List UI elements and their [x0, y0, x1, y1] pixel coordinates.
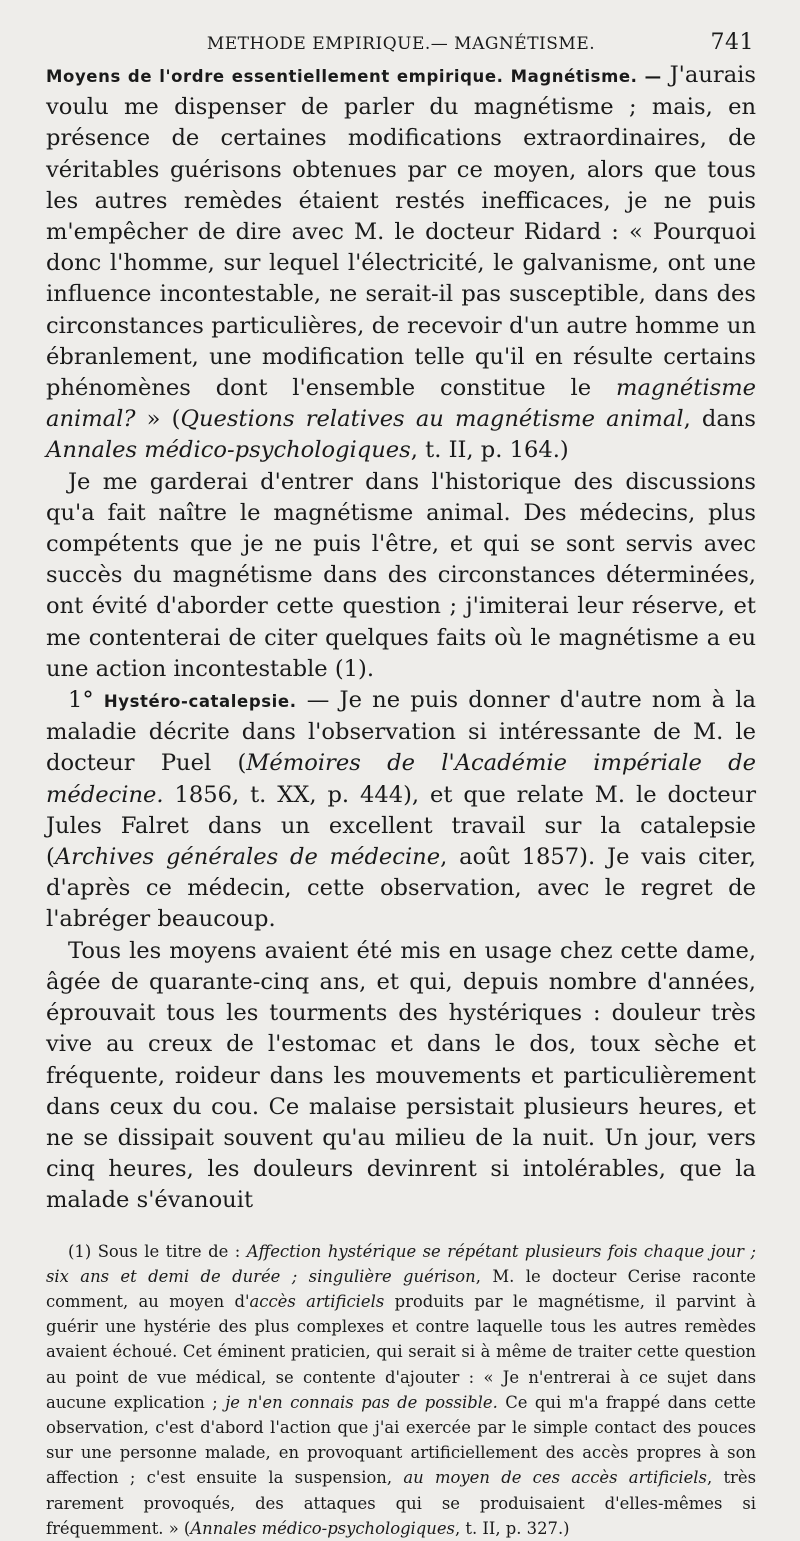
paragraph-historique [46, 467, 756, 685]
footnote-text: Ce qui m'a frappé dans cette observation, c'est d'abord l'action que j'ai exercée par le simple contact des pouces sur une personne malade, en provoquant artificiellement des accès propres à son affection ; c'est ensuite la suspension, [46, 1392, 756, 1488]
paragraph-text: — Je ne puis donner d'autre nom à la maladie décrite dans l'observation si intéressante de M. le docteur Puel ( [46, 687, 756, 777]
italic-phrase: au moyen de ces accès artificiels [403, 1468, 707, 1488]
paragraph-text: 1856, t. XX, p. 444), et que relate M. le docteur Jules Falret dans un excellent travail sur la catalepsie ( [46, 781, 756, 871]
footnote [46, 1239, 756, 1541]
italic-citation: Mémoires de l'Académie impériale de médecine. [46, 750, 756, 808]
paragraph-hystero-catalepsie [46, 685, 756, 936]
paragraph-text: Je me garderai d'entrer dans l'historique des discussions qu'a fait naître le magnétisme animal. Des médecins, plus compétents que je ne puis l'être, et qui se sont servis avec succès du magnétisme dans des circonstances déterminées, ont évité d'aborder cette question ; j'imiterai leur réserve, et me contenterai de citer quelques faits où le magnétisme a eu une action incontestable (1). [46, 468, 756, 682]
running-title: METHODE EMPIRIQUE.— MAGNÉTISME. [206, 34, 596, 54]
paragraph-magnetisme [46, 60, 756, 467]
paragraph-text: , dans [683, 406, 756, 433]
running-head [46, 28, 756, 60]
main-text [46, 60, 756, 1217]
footnote-1 [46, 1239, 756, 1541]
footnote-text: Sous le titre de : [91, 1241, 247, 1261]
footnote-text: , très rarement provoqués, des attaques qui se produisaient d'elles-mêmes si fréquemment. » ( [46, 1468, 756, 1538]
paragraph-text: Tous les moyens avaient été mis en usage chez cette dame, âgée de quarante-cinq ans, et qui, depuis nombre d'années, éprouvait tous les tourments des hystériques : douleur très vive au creux de l'estomac et dans le dos, toux sèche et fréquente, roideur dans les mouvements et particulièrement dans ceux du cou. Ce malaise persistait plusieurs heures, et ne se dissipait souvent qu'au milieu de la nuit. Un jour, vers cinq heures, les douleurs devinrent si intolérables, que la malade s'évanouit [46, 937, 756, 1214]
italic-phrase: je n'en connais pas de possible. [225, 1392, 498, 1412]
section-number: 1° [68, 687, 94, 714]
page-number: 741 [710, 30, 754, 55]
paragraph-text: » ( [135, 406, 181, 433]
section-heading-hystero-catalepsie: Hystéro-catalepsie. [103, 692, 297, 712]
footnote-text: , M. le docteur Cerise raconte comment, au moyen d' [46, 1266, 756, 1311]
section-heading-magnetisme: Moyens de l'ordre essentiellement empirique. Magnétisme. — [46, 67, 662, 86]
paragraph-observation [46, 936, 756, 1217]
paragraph-text: J'aurais voulu me dispenser de parler du magnétisme ; mais, en présence de certaines modifications extraordinaires, de véritables guérisons obtenues par ce moyen, alors que tous les autres remèdes étaient restés inefficaces, je ne puis m'empêcher de dire avec M. le docteur Ridard : « Pourquoi donc l'homme, sur lequel l'électricité, le galvanisme, ont une influence incontestable, ne serait-il pas susceptible, dans des circonstances particulières, de recevoir d'un autre homme un ébranlement, une modification telle qu'il en résulte certains phénomènes dont l'ensemble constitue le [46, 62, 756, 402]
italic-citation: Archives générales de médecine [54, 844, 441, 871]
italic-citation: Annales médico-psychologiques [190, 1518, 455, 1538]
italic-phrase: accès artificiels [249, 1291, 385, 1311]
italic-phrase: magnétisme animal? [46, 375, 756, 433]
footnote-marker: (1) [68, 1241, 92, 1261]
paragraph-text: , t. II, p. 164.) [410, 437, 569, 464]
italic-citation: Questions relatives au magnétisme animal [180, 406, 684, 433]
paragraph-text: , août 1857). Je vais citer, d'après ce médecin, cette observation, avec le regret de l'abréger beaucoup. [46, 844, 756, 933]
footnote-text: , t. II, p. 327.) [454, 1518, 570, 1538]
italic-citation: Annales médico-psychologiques [46, 437, 411, 464]
italic-title: Affection hystérique se répétant plusieurs fois chaque jour ; six ans et demi de durée ; singulière guérison [46, 1241, 756, 1286]
footnote-text: produits par le magnétisme, il parvint à guérir une hystérie des plus complexes et contre laquelle tous les autres remèdes avaient échoué. Cet éminent praticien, qui serait si à même de traiter cette question au point de vue médical, se contente d'ajouter : « Je n'entrerai à ce sujet dans aucune explication ; [46, 1291, 756, 1412]
